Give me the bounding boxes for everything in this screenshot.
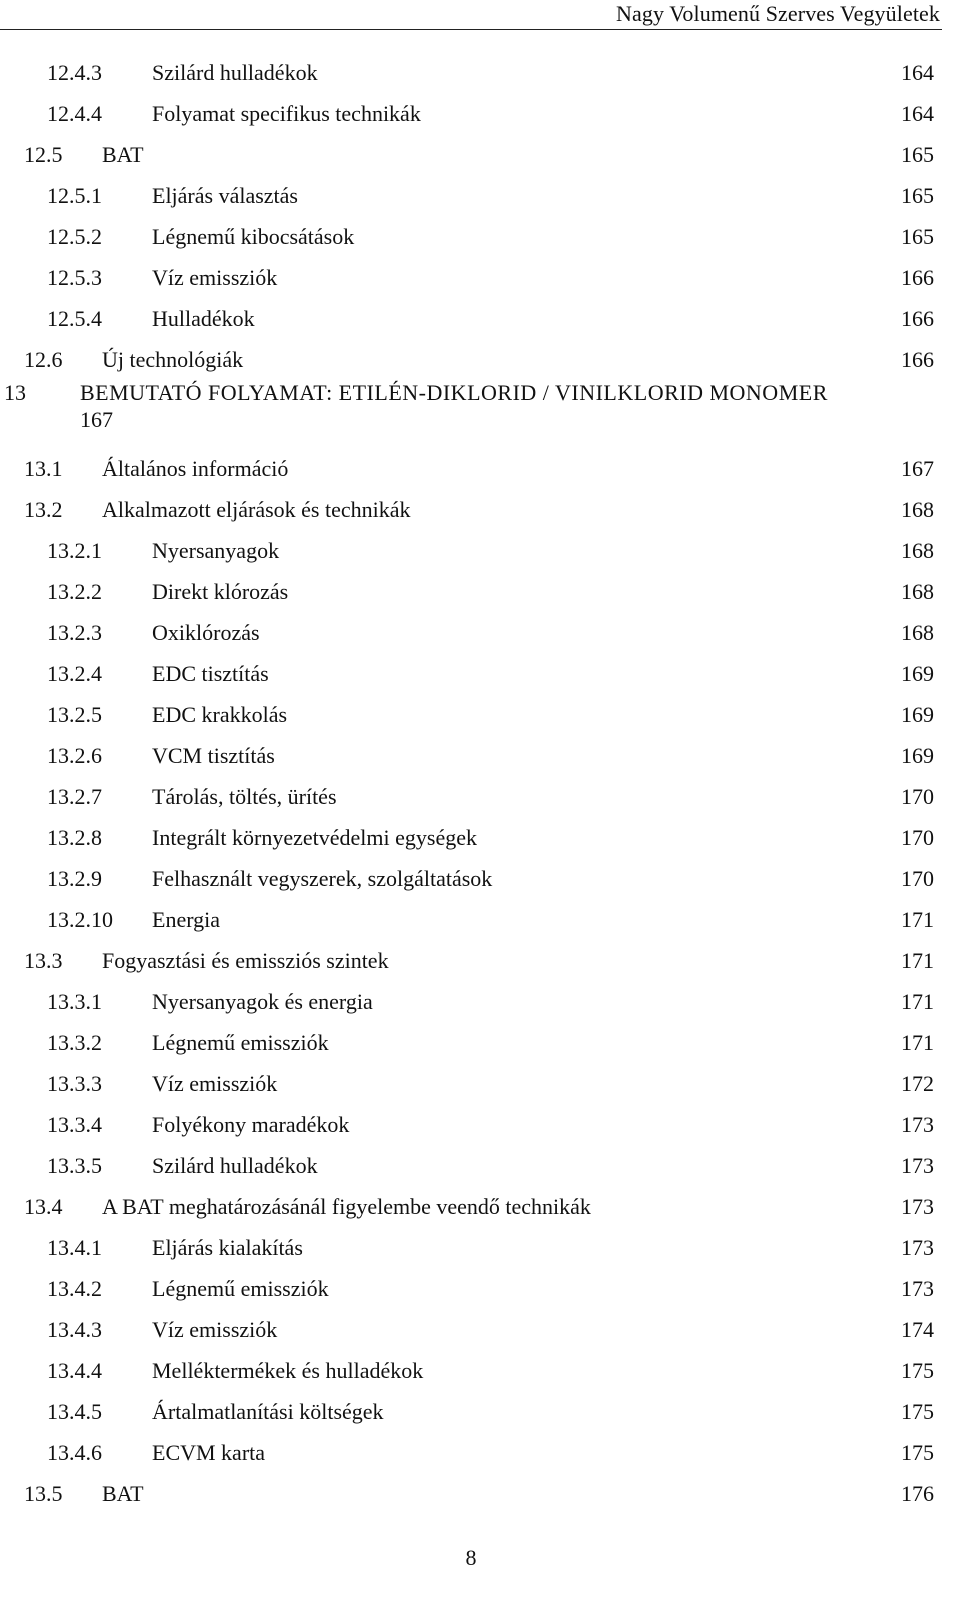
toc-entry[interactable] xyxy=(0,298,942,339)
toc-entry-number: 13.4.5 xyxy=(47,1399,102,1424)
toc-entry-number: 13.4.2 xyxy=(47,1276,102,1301)
toc-entry[interactable] xyxy=(0,858,942,899)
toc-entry[interactable] xyxy=(0,1432,942,1473)
toc-entry[interactable] xyxy=(0,694,942,735)
toc-entry[interactable] xyxy=(0,653,942,694)
toc-entry-page: 170 xyxy=(901,866,934,891)
toc-entry-number: 12.5 xyxy=(24,142,63,167)
toc-entry-page: 169 xyxy=(901,743,934,768)
toc-entry-number: 12.6 xyxy=(24,347,63,372)
toc-entry[interactable] xyxy=(0,175,942,216)
toc-entry-number: 13.4.4 xyxy=(47,1358,102,1383)
toc-entry[interactable] xyxy=(0,380,942,448)
toc-entry-page: 173 xyxy=(901,1235,934,1260)
toc-entry-title: Víz emissziók xyxy=(152,265,278,290)
toc-entry-number: 13.3.4 xyxy=(47,1112,102,1137)
table-of-contents xyxy=(0,52,942,1514)
toc-entry[interactable] xyxy=(0,1022,942,1063)
toc-entry-page: 173 xyxy=(901,1276,934,1301)
toc-entry-number: 13.3.3 xyxy=(47,1071,102,1096)
toc-entry-number: 12.5.3 xyxy=(47,265,102,290)
toc-entry-title: Víz emissziók xyxy=(152,1317,278,1342)
toc-entry-number: 13 xyxy=(4,380,26,405)
toc-entry-number: 13.2 xyxy=(24,497,63,522)
toc-entry-number: 13.2.10 xyxy=(47,907,113,932)
toc-entry[interactable] xyxy=(0,134,942,175)
toc-entry-page: 166 xyxy=(901,265,934,290)
toc-entry-number: 13.2.3 xyxy=(47,620,102,645)
toc-entry-page: 168 xyxy=(901,497,934,522)
toc-entry-number: 13.2.7 xyxy=(47,784,102,809)
toc-entry-number: 12.4.4 xyxy=(47,101,102,126)
toc-entry-page: 173 xyxy=(901,1112,934,1137)
toc-entry-title: Integrált környezetvédelmi egységek xyxy=(152,825,477,850)
toc-entry-number: 13.2.6 xyxy=(47,743,102,768)
toc-entry-title: EDC krakkolás xyxy=(152,702,288,727)
toc-entry-page: 168 xyxy=(901,538,934,563)
toc-entry-page: 168 xyxy=(901,579,934,604)
page-number: 8 xyxy=(465,1545,477,1570)
toc-entry-page: 165 xyxy=(901,142,934,167)
toc-entry-title: Eljárás választás xyxy=(152,183,298,208)
toc-entry[interactable] xyxy=(0,1063,942,1104)
toc-entry-number: 13.2.8 xyxy=(47,825,102,850)
toc-entry[interactable] xyxy=(0,571,942,612)
toc-entry-title: BEMUTATÓ FOLYAMAT: ETILÉN-DIKLORID / VINILKLORID MONOMER xyxy=(80,380,828,405)
toc-entry[interactable] xyxy=(0,899,942,940)
toc-entry[interactable] xyxy=(0,1186,942,1227)
toc-entry-number: 13.2.5 xyxy=(47,702,102,727)
toc-entry[interactable] xyxy=(0,735,942,776)
toc-entry-number: 12.5.2 xyxy=(47,224,102,249)
toc-entry[interactable] xyxy=(0,530,942,571)
toc-entry-page: 167 xyxy=(901,456,934,481)
toc-entry-title: Víz emissziók xyxy=(152,1071,278,1096)
toc-entry-number: 12.5.1 xyxy=(47,183,102,208)
toc-entry-page: 171 xyxy=(901,907,934,932)
toc-entry-number: 12.5.4 xyxy=(47,306,102,331)
toc-entry-number: 13.4.3 xyxy=(47,1317,102,1342)
toc-entry-title: Szilárd hulladékok xyxy=(152,60,318,85)
toc-entry[interactable] xyxy=(0,940,942,981)
toc-entry[interactable] xyxy=(0,489,942,530)
toc-entry-number: 13.2.1 xyxy=(47,538,102,563)
toc-entry-page: 172 xyxy=(901,1071,934,1096)
toc-entry-title: Eljárás kialakítás xyxy=(152,1235,303,1260)
toc-entry-title: EDC tisztítás xyxy=(152,661,269,686)
toc-entry-page: 165 xyxy=(901,183,934,208)
toc-entry-number: 13.3 xyxy=(24,948,63,973)
toc-entry-number: 13.3.1 xyxy=(47,989,102,1014)
toc-entry-title: Tárolás, töltés, ürítés xyxy=(152,784,337,809)
toc-entry-page: 169 xyxy=(901,661,934,686)
toc-entry-page: 173 xyxy=(901,1194,934,1219)
toc-entry[interactable] xyxy=(0,216,942,257)
running-header: Nagy Volumenű Szerves Vegyületek xyxy=(616,1,940,26)
toc-entry-number: 13.2.9 xyxy=(47,866,102,891)
toc-entry-page: 171 xyxy=(901,1030,934,1055)
toc-entry-number: 13.3.2 xyxy=(47,1030,102,1055)
toc-entry[interactable] xyxy=(0,52,942,93)
toc-entry[interactable] xyxy=(0,1350,942,1391)
toc-entry-number: 13.4 xyxy=(24,1194,63,1219)
toc-entry[interactable] xyxy=(0,981,942,1022)
toc-entry-number: 13.2.2 xyxy=(47,579,102,604)
toc-entry-number: 12.4.3 xyxy=(47,60,102,85)
toc-entry-number: 13.5 xyxy=(24,1481,63,1506)
toc-entry-title: A BAT meghatározásánál figyelembe veendő technikák xyxy=(102,1194,591,1219)
toc-entry-page: 175 xyxy=(901,1440,934,1465)
toc-entry-title: Alkalmazott eljárások és technikák xyxy=(102,497,411,522)
toc-entry-number: 13.3.5 xyxy=(47,1153,102,1178)
toc-entry-page: 166 xyxy=(901,347,934,372)
toc-entry-title: Nyersanyagok és energia xyxy=(152,989,373,1014)
toc-entry-page: 175 xyxy=(901,1399,934,1424)
toc-entry-page: 169 xyxy=(901,702,934,727)
toc-entry-title: BAT xyxy=(102,1481,144,1506)
toc-entry-page: 175 xyxy=(901,1358,934,1383)
toc-entry-page: 164 xyxy=(901,101,934,126)
toc-entry-title: Légnemű emissziók xyxy=(152,1030,329,1055)
toc-entry[interactable] xyxy=(0,1227,942,1268)
header-rule xyxy=(0,29,942,30)
toc-entry-title: Energia xyxy=(152,907,221,932)
toc-entry-title: Nyersanyagok xyxy=(152,538,280,563)
toc-entry-page: 164 xyxy=(901,60,934,85)
toc-entry-page: 168 xyxy=(901,620,934,645)
toc-entry-page: 171 xyxy=(901,989,934,1014)
toc-entry-title: Felhasznált vegyszerek, szolgáltatások xyxy=(152,866,493,891)
toc-entry[interactable] xyxy=(0,612,942,653)
toc-entry-title: Ártalmatlanítási költségek xyxy=(152,1399,384,1424)
toc-entry-page: 166 xyxy=(901,306,934,331)
toc-entry[interactable] xyxy=(0,1104,942,1145)
toc-entry-page: 165 xyxy=(901,224,934,249)
toc-entry[interactable] xyxy=(0,1145,942,1186)
toc-entry[interactable] xyxy=(0,257,942,298)
toc-entry-page: 167 xyxy=(80,407,113,432)
toc-entry[interactable] xyxy=(0,1309,942,1350)
toc-entry-title: Új technológiák xyxy=(102,347,244,372)
toc-entry-title: Folyamat specifikus technikák xyxy=(152,101,421,126)
toc-entry[interactable] xyxy=(0,448,942,489)
toc-entry-title: VCM tisztítás xyxy=(152,743,275,768)
toc-entry-number: 13.1 xyxy=(24,456,63,481)
toc-entry-title: Fogyasztási és emissziós szintek xyxy=(102,948,389,973)
toc-entry-title: BAT xyxy=(102,142,144,167)
toc-entry-title: Hulladékok xyxy=(152,306,255,331)
toc-entry-page: 173 xyxy=(901,1153,934,1178)
toc-entry-title: Általános információ xyxy=(102,456,289,481)
toc-entry-page: 170 xyxy=(901,784,934,809)
toc-entry[interactable] xyxy=(0,776,942,817)
toc-entry[interactable] xyxy=(0,1391,942,1432)
toc-entry[interactable] xyxy=(0,93,942,134)
toc-entry-title: Direkt klórozás xyxy=(152,579,289,604)
toc-entry-number: 13.4.1 xyxy=(47,1235,102,1260)
toc-entry[interactable] xyxy=(0,1268,942,1309)
toc-entry-title: Folyékony maradékok xyxy=(152,1112,350,1137)
toc-entry-page: 171 xyxy=(901,948,934,973)
toc-entry-title: Légnemű emissziók xyxy=(152,1276,329,1301)
toc-entry[interactable] xyxy=(0,1473,942,1514)
toc-entry-page: 176 xyxy=(901,1481,934,1506)
toc-entry[interactable] xyxy=(0,817,942,858)
toc-entry-title: Oxiklórozás xyxy=(152,620,260,645)
toc-entry-title: Melléktermékek és hulladékok xyxy=(152,1358,424,1383)
toc-entry-title: Légnemű kibocsátások xyxy=(152,224,355,249)
toc-entry-number: 13.2.4 xyxy=(47,661,102,686)
toc-entry-page: 174 xyxy=(901,1317,934,1342)
toc-entry-number: 13.4.6 xyxy=(47,1440,102,1465)
toc-entry-title: Szilárd hulladékok xyxy=(152,1153,318,1178)
toc-entry-title: ECVM karta xyxy=(152,1440,266,1465)
toc-entry-page: 170 xyxy=(901,825,934,850)
